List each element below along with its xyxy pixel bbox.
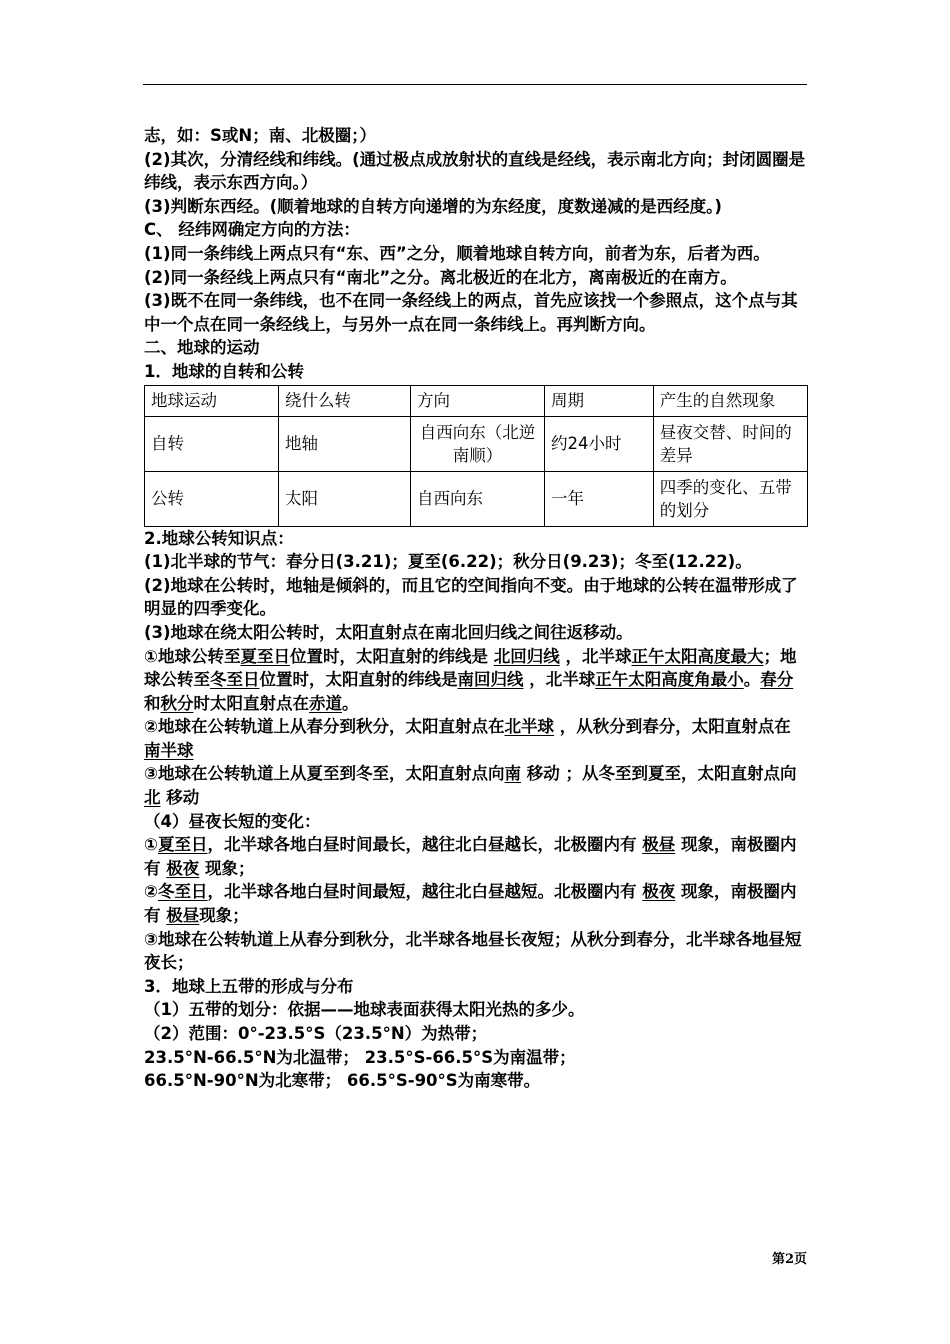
section-heading: 二、地球的运动	[144, 338, 260, 358]
text-line	[144, 715, 808, 762]
fill-blank: 冬至日	[210, 670, 260, 690]
text-span: 和	[144, 693, 161, 713]
text-line	[144, 880, 808, 927]
text-span: 。	[743, 670, 761, 690]
fill-blank: 正午太阳高度最大	[631, 646, 764, 666]
text-span: ，北半球各地白昼时间最长，越往北白昼越长，北极圈内有	[207, 835, 637, 855]
table-header-cell: 周期	[544, 385, 653, 416]
header-rule	[143, 84, 807, 85]
text-span: ，北半球	[529, 670, 596, 690]
text-span: ②地球在公转轨道上从春分到秋分，太阳直射点在	[144, 717, 505, 737]
fill-blank: 北回归线	[493, 646, 560, 666]
text-line: （2）范围：0°-23.5°S（23.5°N）为热带；	[144, 1024, 488, 1043]
text-span: 现象；	[205, 858, 255, 878]
subsection-heading: 3．地球上五带的形成与分布	[144, 976, 354, 996]
text-line	[144, 762, 808, 809]
fill-blank: 极昼	[642, 835, 676, 855]
text-span: ①	[144, 835, 158, 855]
earth-motion-table	[144, 385, 808, 527]
table-cell: 昼夜交替、时间的差异	[653, 416, 807, 471]
text-span: 位置时，太阳直射的纬线是	[289, 646, 488, 666]
text-span: 现象，南极圈内有	[144, 835, 797, 878]
text-span: ①地球公转至	[144, 646, 241, 666]
fill-blank: 极夜	[166, 858, 200, 878]
table-header-cell: 产生的自然现象	[653, 385, 807, 416]
text-span: ，北半球	[565, 646, 632, 666]
table-cell: 太阳	[279, 471, 411, 526]
table-cell: 自西向东（北逆南顺）	[410, 416, 544, 471]
text-line: (2)地球在公转时，地轴是倾斜的，而且它的空间指向不变。由于地球的公转在温带形成了明显的四季变化。	[144, 575, 798, 619]
table-cell: 一年	[544, 471, 653, 526]
text-span: ；地球公转至	[144, 646, 797, 690]
text-span: 时太阳直射点在	[193, 693, 309, 713]
text-line	[144, 645, 808, 716]
fill-blank: 极昼	[166, 906, 200, 926]
table-cell: 自西向东	[410, 471, 544, 526]
text-line: 23.5°N-66.5°N为北温带； 23.5°S-66.5°S为南温带；	[144, 1047, 576, 1067]
text-line: （1）五带的划分：依据——地球表面获得太阳光热的多少。	[144, 1000, 585, 1020]
fill-blank: 春分	[760, 670, 794, 690]
fill-blank: 南回归线	[457, 670, 524, 690]
fill-blank: 极夜	[642, 882, 676, 902]
text-span: ，北半球各地白昼时间最短，越往北白昼越短。北极圈内有	[207, 882, 637, 902]
page-number: 第2页	[771, 1252, 807, 1267]
text-line: (1)北半球的节气：春分日(3.21)；夏至(6.22)；秋分日(9.23)；冬至(12.22)。	[144, 552, 752, 572]
text-line	[144, 833, 808, 880]
table-header-cell: 地球运动	[145, 385, 279, 416]
text-span: 。	[342, 693, 359, 713]
table-cell: 公转	[145, 471, 279, 526]
text-span: ，从秋分到春分，太阳直射点在	[559, 717, 791, 737]
fill-blank: 秋分	[160, 693, 194, 713]
fill-blank: 正午太阳高度角最小	[595, 670, 744, 690]
table-row	[145, 471, 808, 526]
fill-blank: 北	[144, 788, 161, 808]
text-line: 66.5°N-90°N为北寒带； 66.5°S-90°S为南寒带。	[144, 1071, 541, 1091]
fill-blank: 赤道	[309, 693, 342, 713]
text-line: (3)判断东西经。(顺着地球的自转方向递增的为东经度，度数递减的是西经度。)	[144, 196, 722, 216]
table-header-cell: 方向	[410, 385, 544, 416]
table-header-cell: 绕什么转	[279, 385, 411, 416]
subsection-heading: 2.地球公转知识点：	[144, 528, 294, 548]
text-line: C、 经纬网确定方向的方法：	[144, 220, 360, 240]
text-span: 移动 ；从冬至到夏至，太阳直射点向	[526, 764, 797, 784]
document-body	[144, 124, 808, 1093]
text-line: (3)地球在绕太阳公转时，太阳直射点在南北回归线之间往返移动。	[144, 622, 633, 642]
text-span: 位置时，太阳直射的纬线是	[259, 670, 458, 690]
fill-blank: 冬至日	[157, 882, 208, 902]
text-line: (1)同一条纬线上两点只有“东、西”之分，顺着地球自转方向，前者为东，后者为西。	[144, 243, 770, 263]
fill-blank: 南半球	[144, 740, 194, 760]
fill-blank: 夏至日	[157, 835, 208, 855]
table-cell: 四季的变化、五带的划分	[653, 471, 807, 526]
text-line: (2)其次，分清经线和纬线。(通过极点成放射状的直线是经线，表示南北方向；封闭圆圈是纬线，表示东西方向。）	[144, 149, 806, 193]
fill-blank: 夏至日	[240, 646, 290, 666]
text-line: ③地球在公转轨道上从春分到秋分，北半球各地昼长夜短；从秋分到春分，北半球各地昼短夜长；	[144, 929, 802, 973]
fill-blank: 北半球	[504, 717, 554, 737]
table-cell: 自转	[145, 416, 279, 471]
table-cell: 地轴	[279, 416, 411, 471]
table-row	[145, 416, 808, 471]
text-line: (3)既不在同一条纬线，也不在同一条经线上的两点，首先应该找一个参照点，这个点与其中一个点在同一条经线上，与另外一点在同一条纬线上。再判断方向。	[144, 291, 798, 334]
text-line: 志，如：S或N；南、北极圈；）	[144, 126, 376, 145]
text-span: 移动	[166, 788, 200, 808]
text-span: ②	[144, 882, 158, 902]
text-line: (2)同一条经线上两点只有“南北”之分。离北极近的在北方，离南极近的在南方。	[144, 267, 737, 287]
text-span: 现象，南极圈内有	[144, 882, 797, 926]
table-header-row	[145, 385, 808, 416]
subsection-heading: （4）昼夜长短的变化：	[144, 811, 321, 831]
text-span: ③地球在公转轨道上从夏至到冬至，太阳直射点向	[144, 764, 505, 784]
subsection-heading: 1．地球的自转和公转	[144, 361, 304, 381]
text-span: 现象；	[199, 906, 249, 926]
fill-blank: 南	[504, 764, 521, 784]
table-cell: 约24小时	[544, 416, 653, 471]
